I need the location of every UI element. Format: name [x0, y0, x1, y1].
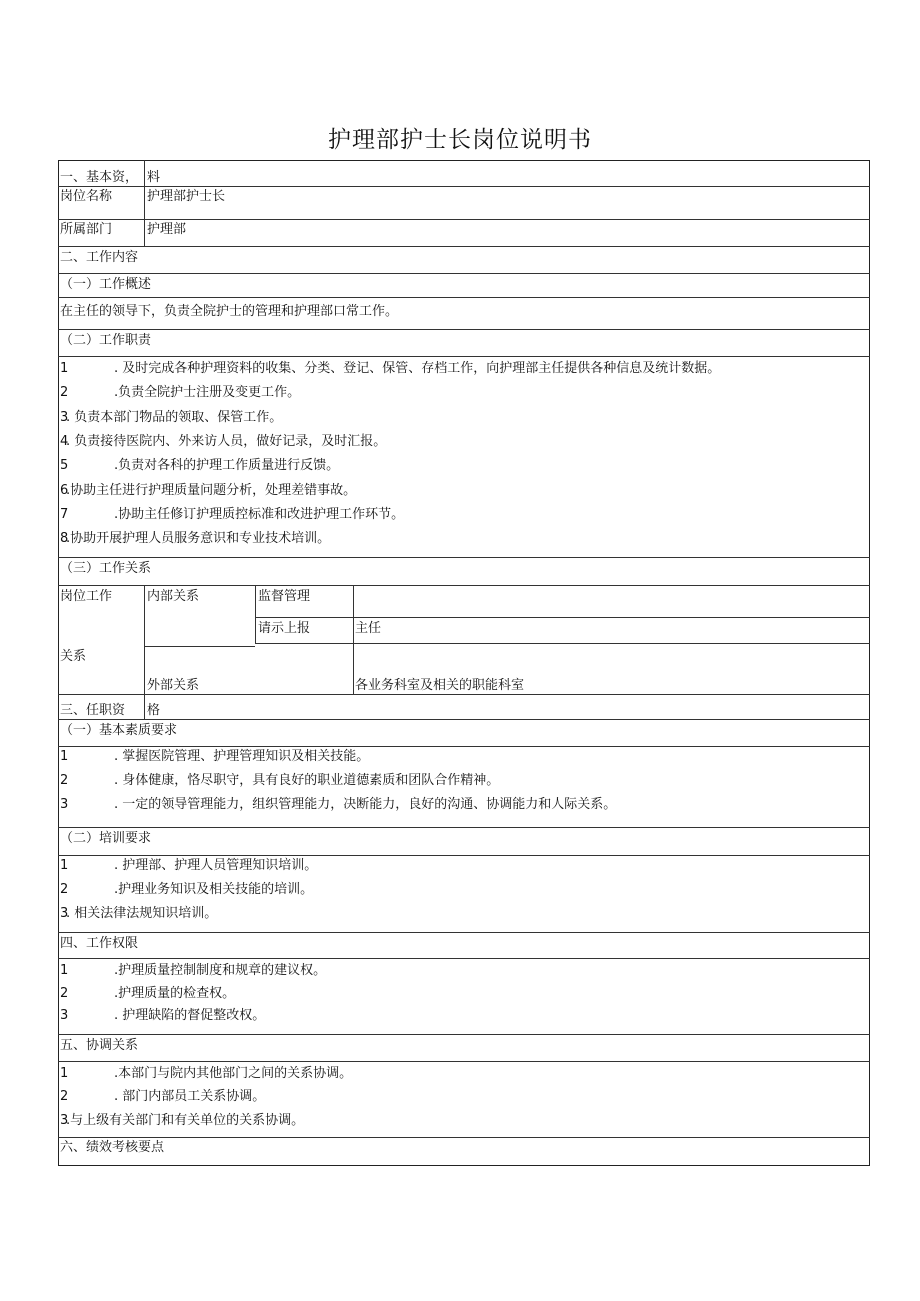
duty-text: .协助主任进行护理质量问题分析，处理差错事故。	[66, 483, 357, 498]
row-divider	[58, 297, 870, 298]
external-relations-value: 各业务科室及相关的职能科室	[355, 678, 525, 693]
authority-number: 3	[60, 1008, 69, 1023]
duty-number: 4	[60, 434, 69, 449]
row-divider	[58, 273, 870, 274]
duty-text: . 及时完成各种护理资料的收集、分类、登记、保管、存档工作，向护理部主任提供各种信息及统计数据。	[114, 361, 721, 376]
row-divider	[58, 932, 870, 933]
training-text: . 护理部、护理人员管理知识培训。	[114, 858, 318, 873]
coordination-heading: 五、协调关系	[60, 1038, 139, 1053]
document-title: 护理部护士长岗位说明书	[328, 127, 592, 153]
row-divider	[58, 746, 870, 747]
qualification-heading: 三、任职资	[60, 703, 126, 718]
coordination-number: 2	[60, 1089, 69, 1104]
report-label: 请示上报	[258, 621, 311, 636]
basic-quality-heading: （一）基本素质要求	[60, 723, 178, 738]
coordination-text: .与上级有关部门和有关单位的关系协调。	[66, 1113, 305, 1128]
duty-text: .协助开展护理人员服务意识和专业技术培训。	[66, 531, 331, 546]
duty-number: 7	[60, 507, 69, 522]
row-divider	[58, 694, 870, 695]
training-text: . 相关法律法规知识培训。	[66, 906, 218, 921]
training-text: .护理业务知识及相关技能的培训。	[114, 882, 314, 897]
coordination-number: 3	[60, 1113, 69, 1128]
authority-text: . 护理缺陷的督促整改权。	[114, 1008, 266, 1023]
basic-info-heading: 一、基本资，	[60, 170, 139, 185]
report-value: 主任	[355, 621, 382, 636]
row-divider	[58, 329, 870, 330]
duty-number: 5	[60, 458, 69, 473]
duty-text: . 负责本部门物品的领取、保管工作。	[66, 410, 283, 425]
quality-text: . 掌握医院管理、护理管理知识及相关技能。	[114, 749, 370, 764]
quality-text: . 身体健康，恪尽职守，具有良好的职业道德素质和团队合作精神。	[114, 773, 500, 788]
relations-heading: （三）工作关系	[60, 561, 152, 576]
duty-text: .负责全院护士注册及变更工作。	[114, 385, 301, 400]
internal-relations-label: 内部关系	[147, 589, 200, 604]
qualification-heading-tail: 格	[147, 703, 161, 718]
dept-value: 护理部	[147, 222, 187, 237]
row-divider	[58, 219, 870, 220]
duty-number: 2	[60, 385, 69, 400]
duty-text: .负责对各科的护理工作质量进行反馈。	[114, 458, 340, 473]
coordination-text: .本部门与院内其他部门之间的关系协调。	[114, 1066, 353, 1081]
authority-number: 1	[60, 963, 69, 978]
row-divider	[255, 617, 870, 618]
duty-number: 1	[60, 361, 69, 376]
work-content-heading: 二、工作内容	[60, 250, 139, 265]
quality-number: 3	[60, 797, 69, 812]
performance-heading: 六、绩效考核要点	[60, 1140, 165, 1155]
authority-number: 2	[60, 986, 69, 1001]
row-divider	[58, 719, 870, 720]
duty-text: .协助主任修订护理质控标准和改进护理工作环节。	[114, 507, 405, 522]
row-divider	[58, 585, 870, 586]
row-divider	[58, 827, 870, 828]
coordination-text: . 部门内部员工关系协调。	[114, 1089, 266, 1104]
row-divider	[58, 246, 870, 247]
basic-info-heading-tail: 料	[147, 170, 161, 185]
coordination-number: 1	[60, 1066, 69, 1081]
post-name-value: 护理部护士长	[147, 189, 226, 204]
post-name-label: 岗位名称	[60, 189, 113, 204]
column-divider	[144, 585, 145, 694]
row-divider	[58, 557, 870, 558]
duty-number: 8	[60, 531, 69, 546]
training-number: 1	[60, 858, 69, 873]
column-divider	[144, 160, 145, 246]
duty-text: . 负责接待医院内、外来访人员，做好记录，及时汇报。	[66, 434, 387, 449]
quality-text: . 一定的领导管理能力，组织管理能力，决断能力，良好的沟通、协调能力和人际关系。	[114, 797, 617, 812]
dept-label: 所属部门	[60, 222, 113, 237]
training-number: 3	[60, 906, 69, 921]
quality-number: 2	[60, 773, 69, 788]
supervise-label: 监督管理	[258, 589, 311, 604]
column-divider	[353, 585, 354, 694]
row-divider	[58, 1034, 870, 1035]
row-divider	[58, 958, 870, 959]
duty-number: 6	[60, 483, 69, 498]
overview-heading: （一）工作概述	[60, 277, 152, 292]
training-number: 2	[60, 882, 69, 897]
column-divider	[255, 585, 256, 643]
quality-number: 1	[60, 749, 69, 764]
relations-left-label: 岗位工作	[60, 589, 113, 604]
duties-heading: （二）工作职责	[60, 333, 152, 348]
row-divider	[145, 646, 255, 647]
row-divider	[58, 356, 870, 357]
duty-number: 3	[60, 410, 69, 425]
relations-left-label-tail: 关系	[60, 649, 87, 664]
authority-heading: 四、工作权限	[60, 936, 139, 951]
row-divider	[58, 1061, 870, 1062]
row-divider	[58, 186, 870, 187]
training-heading: （二）培训要求	[60, 831, 152, 846]
external-relations-label: 外部关系	[147, 678, 200, 693]
row-divider	[255, 643, 870, 644]
overview-text: 在主任的领导下，负责全院护士的管理和护理部口常工作。	[60, 304, 399, 319]
authority-text: .护理质量控制制度和规章的建议权。	[114, 963, 327, 978]
authority-text: .护理质量的检查权。	[114, 986, 236, 1001]
column-divider	[144, 694, 145, 719]
row-divider	[58, 1137, 870, 1138]
row-divider	[58, 855, 870, 856]
